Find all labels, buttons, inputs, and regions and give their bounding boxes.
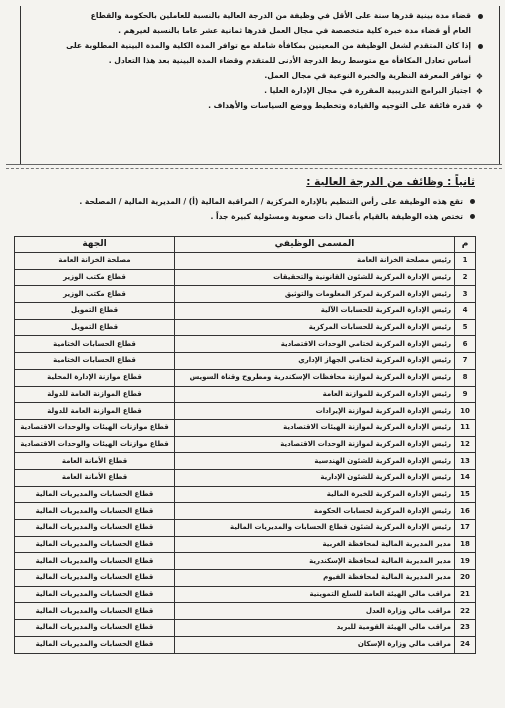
bullet-diamond-icon: ❖ (475, 102, 483, 111)
table-row (15, 586, 476, 603)
divider-line (6, 164, 502, 165)
cell-num: 1 (455, 253, 476, 270)
bullet-dot-icon (478, 14, 483, 19)
cell-num: 3 (455, 286, 476, 303)
header-num: م (455, 237, 476, 253)
cell-num: 19 (455, 553, 476, 570)
cell-num: 5 (455, 319, 476, 336)
cell-entity: قطاع الحسابات والمديريات المالية (15, 486, 175, 503)
cell-num: 2 (455, 269, 476, 286)
cell-entity: قطاع الحسابات والمديريات المالية (15, 553, 175, 570)
cell-entity: قطاع الأمانة العامة (15, 469, 175, 486)
cell-num: 12 (455, 436, 476, 453)
table-row (15, 319, 476, 336)
cell-entity: قطاع الحسابات والمديريات المالية (15, 603, 175, 620)
cell-title: مدير المديرية المالية لمحافظة الغربية (175, 536, 455, 553)
list-item: ❖ قدره فائقة على التوجيه والقيادة وتخطيط ووضع السياسات والأهداف . (208, 101, 483, 111)
cell-entity: قطاع مكتب الوزير (15, 286, 175, 303)
cell-num: 23 (455, 620, 476, 637)
list-item: تقع هذه الوظيفة على رأس التنظيم بالإدارة المركزية / المراقبة المالية (أ) / المديرية المالية / المصلحة . (30, 196, 475, 207)
cell-entity: قطاع الحسابات والمديريات المالية (15, 520, 175, 537)
cell-entity: قطاع الحسابات والمديريات المالية (15, 620, 175, 637)
cell-title: رئيس الإدارة المركزية لختامي الجهاز الإداري (175, 353, 455, 370)
cell-title: رئيس الإدارة المركزية للحسابات المركزية (175, 319, 455, 336)
table-row (15, 369, 476, 386)
cell-title: رئيس الإدارة المركزية لختامي الوحدات الاقتصادية (175, 336, 455, 353)
cell-num: 10 (455, 403, 476, 420)
cell-num: 13 (455, 453, 476, 470)
cell-num: 4 (455, 303, 476, 320)
list-item: ❖ اجتياز البرامج التدريبية المقررة في مجال الإدارة العليا . (264, 86, 483, 96)
table-row (15, 603, 476, 620)
table-row (15, 253, 476, 270)
cell-entity: مصلحة الخزانة العامة (15, 253, 175, 270)
cell-title: رئيس الإدارة المركزية لشئون قطاع الحسابات والمديريات المالية (175, 520, 455, 537)
requirements-list (31, 10, 483, 115)
cell-entity: قطاع الحسابات والمديريات المالية (15, 503, 175, 520)
cell-entity: قطاع موازنات الهيئات والوحدات الاقتصادية (15, 419, 175, 436)
cell-num: 21 (455, 586, 476, 603)
table-row (15, 503, 476, 520)
cell-num: 14 (455, 469, 476, 486)
list-item: ❖ توافر المعرفة النظرية والخبرة النوعية في مجال العمل. (264, 71, 483, 81)
cell-entity: قطاع الموازنة العامة للدولة (15, 386, 175, 403)
table-row (15, 303, 476, 320)
cell-title: رئيس الإدارة المركزية لموازنة الهيئات الاقتصادية (175, 419, 455, 436)
cell-entity: قطاع الحسابات والمديريات المالية (15, 570, 175, 587)
table-row (15, 636, 476, 653)
top-frame (20, 6, 500, 165)
list-item: العام أو قضاء مدة خبرة كلية متخصصة في مجال العمل قدرها ثمانية عشر عاما بالنسبة لغيرهم . (118, 26, 471, 35)
header-entity: الجهة (15, 237, 175, 253)
cell-title: رئيس الإدارة المركزية للشئون الهندسية (175, 453, 455, 470)
table-row (15, 520, 476, 537)
table-row (15, 620, 476, 637)
cell-num: 16 (455, 503, 476, 520)
bullet-dot-icon (470, 214, 475, 219)
list-item: إذا كان المتقدم لشغل الوظيفة من المعينين بمكافأة شاملة مع توافر المدة الكلية والمدة البينية المطلوبة على (31, 40, 483, 52)
cell-num: 22 (455, 603, 476, 620)
divider-dashed (6, 168, 502, 169)
bullet-diamond-icon: ❖ (475, 87, 483, 96)
cell-entity: قطاع الحسابات والمديريات المالية (15, 586, 175, 603)
table-row (15, 469, 476, 486)
header-title: المسمى الوظيفي (175, 237, 455, 253)
list-item: تختص هذه الوظيفة بالقيام بأعمال ذات صعوبة ومسئولية كبيرة جداً . (30, 211, 475, 222)
table-row (15, 286, 476, 303)
cell-num: 11 (455, 419, 476, 436)
cell-num: 6 (455, 336, 476, 353)
cell-num: 9 (455, 386, 476, 403)
cell-entity: قطاع مكتب الوزير (15, 269, 175, 286)
list-item: قضاء مدة بينية قدرها سنة على الأقل في وظيفة من الدرجة العالية بالنسبة للعاملين بالحكومة والقطاع (31, 10, 483, 22)
cell-title: رئيس الإدارة المركزية للشئون الإدارية (175, 469, 455, 486)
table-row (15, 336, 476, 353)
table-row (15, 269, 476, 286)
table-row (15, 453, 476, 470)
cell-title: رئيس الإدارة المركزية لموازنة محافظات الإسكندرية ومطروح وقناة السويس (175, 369, 455, 386)
cell-entity: قطاع الحسابات الختامية (15, 353, 175, 370)
cell-num: 18 (455, 536, 476, 553)
cell-title: مدير المديرية المالية لمحافظة الفيوم (175, 570, 455, 587)
cell-title: رئيس الإدارة المركزية للخبرة المالية (175, 486, 455, 503)
cell-num: 15 (455, 486, 476, 503)
bullet-dot-icon (470, 199, 475, 204)
bullet-diamond-icon: ❖ (475, 72, 483, 81)
cell-title: رئيس الإدارة المركزية لموازنة الوحدات الاقتصادية (175, 436, 455, 453)
positions-table (14, 236, 476, 654)
section-bullets (30, 196, 475, 226)
table-row (15, 570, 476, 587)
cell-entity: قطاع الأمانة العامة (15, 453, 175, 470)
cell-entity: قطاع موازنات الهيئات والوحدات الاقتصادية (15, 436, 175, 453)
cell-entity: قطاع الحسابات والمديريات المالية (15, 636, 175, 653)
table-row (15, 486, 476, 503)
cell-title: رئيس الإدارة المركزية لحسابات الحكومة (175, 503, 455, 520)
list-item: أساس تعادل المكافأة مع متوسط ربط الدرجة الأدنى للمتقدم وقضاء المدة البينية بعد هذا التعادل . (108, 56, 471, 65)
cell-title: رئيس الإدارة المركزية لموازنة الإيرادات (175, 403, 455, 420)
cell-num: 17 (455, 520, 476, 537)
bullet-dot-icon (478, 44, 483, 49)
table-header-row (15, 237, 476, 253)
cell-title: مدير المديرية المالية لمحافظة الإسكندرية (175, 553, 455, 570)
cell-entity: قطاع الحسابات والمديريات المالية (15, 536, 175, 553)
cell-title: مراقب مالي وزارة الإسكان (175, 636, 455, 653)
cell-entity: قطاع التمويل (15, 303, 175, 320)
cell-title: رئيس الإدارة المركزية لمركز المعلومات والتوثيق (175, 286, 455, 303)
cell-title: رئيس الإدارة المركزية للحسابات الآلية (175, 303, 455, 320)
cell-title: رئيس مصلحة الخزانة العامة (175, 253, 455, 270)
cell-title: مراقب مالي الهيئة العامة للسلع التموينية (175, 586, 455, 603)
cell-num: 24 (455, 636, 476, 653)
cell-entity: قطاع التمويل (15, 319, 175, 336)
cell-entity: قطاع الموازنة العامة للدولة (15, 403, 175, 420)
table-row (15, 436, 476, 453)
table-row (15, 553, 476, 570)
table-row (15, 536, 476, 553)
cell-title: رئيس الإدارة المركزية للشئون القانونية والتحقيقات (175, 269, 455, 286)
table-row (15, 386, 476, 403)
table-row (15, 419, 476, 436)
cell-num: 8 (455, 369, 476, 386)
section-heading: ثانياً : وظائف من الدرجة العالية : (306, 176, 475, 188)
table-row (15, 353, 476, 370)
cell-title: مراقب مالي وزارة العدل (175, 603, 455, 620)
table-row (15, 403, 476, 420)
cell-title: رئيس الإدارة المركزية للموازنة العامة (175, 386, 455, 403)
cell-entity: قطاع الحسابات الختامية (15, 336, 175, 353)
cell-title: مراقب مالي الهيئة القومية للبريد (175, 620, 455, 637)
cell-num: 7 (455, 353, 476, 370)
cell-entity: قطاع موازنة الإدارة المحلية (15, 369, 175, 386)
cell-num: 20 (455, 570, 476, 587)
